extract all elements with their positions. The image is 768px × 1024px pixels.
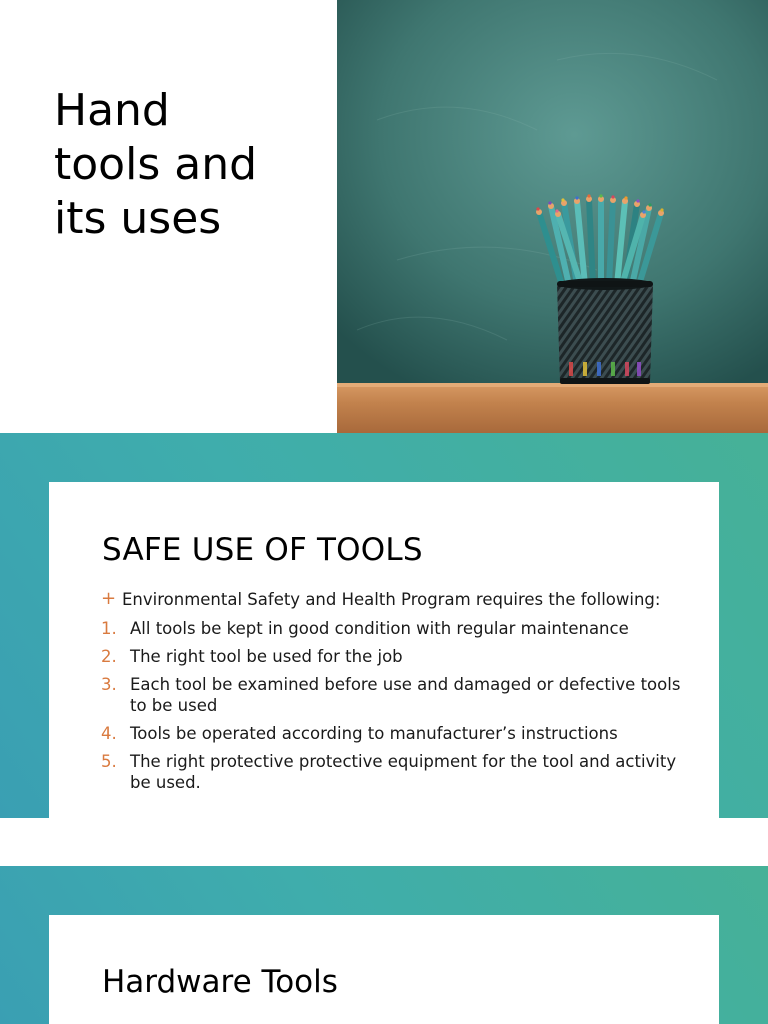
- content-card: [49, 482, 719, 818]
- item-text: All tools be kept in good condition with regular maintenance: [130, 619, 629, 638]
- title-slide: [0, 0, 768, 433]
- slide-heading: Hardware Tools: [102, 964, 338, 1000]
- item-text: Each tool be examined before use and damaged or defective tools to be used: [130, 675, 681, 715]
- pencil-cup-photo: [337, 0, 768, 433]
- item-text: Tools be operated according to manufacturer’s instructions: [130, 724, 618, 743]
- item-number: 2.: [101, 647, 117, 666]
- item-text: The right protective protective equipment for the tool and activity be used.: [130, 752, 677, 792]
- item-number: 5.: [101, 752, 117, 771]
- item-number: 4.: [101, 724, 117, 743]
- list-item: [101, 723, 681, 744]
- list-item: [101, 618, 681, 639]
- content-card: [49, 915, 719, 1024]
- slide-title: Hand tools and its uses: [54, 85, 258, 244]
- slide-separator: [0, 818, 768, 866]
- lead-text: Environmental Safety and Health Program requires the following:: [122, 590, 661, 609]
- hardware-tools-slide: [0, 866, 768, 1024]
- list-item: [101, 674, 681, 716]
- safe-use-slide: [0, 433, 768, 818]
- item-text: The right tool be used for the job: [130, 647, 403, 666]
- item-number: 1.: [101, 619, 117, 638]
- plus-icon: +: [101, 588, 117, 609]
- slide-heading: SAFE USE OF TOOLS: [102, 532, 423, 568]
- lead-bullet: [101, 590, 681, 610]
- item-number: 3.: [101, 675, 117, 694]
- list-item: [101, 751, 681, 793]
- safety-list: [101, 590, 681, 800]
- list-item: [101, 646, 681, 667]
